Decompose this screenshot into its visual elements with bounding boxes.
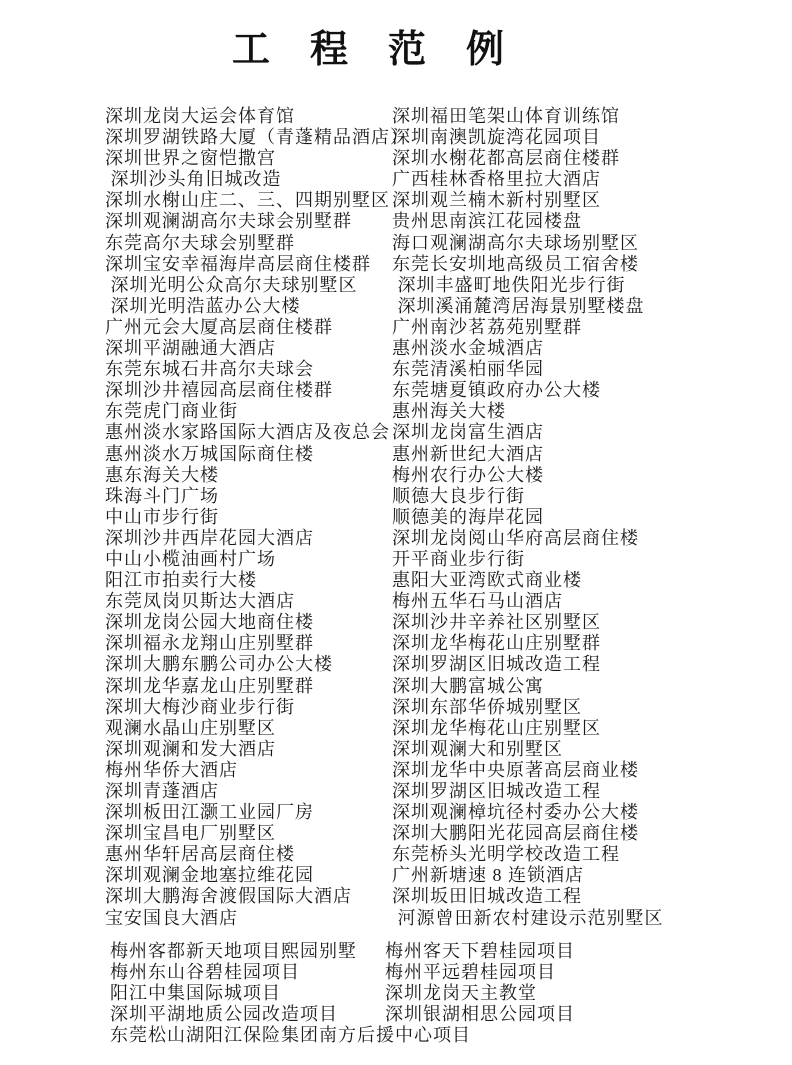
project-name-right: 深圳罗湖区旧城改造工程 bbox=[392, 781, 601, 801]
list-item bbox=[0, 549, 792, 570]
page-title: 工程范例 bbox=[232, 29, 545, 71]
project-name-right: 顺德大良步行街 bbox=[392, 485, 525, 506]
project-name-right: 深圳龙岗天主教堂 bbox=[385, 983, 537, 1004]
project-name-right: 深圳大鹏富城公寓 bbox=[392, 675, 544, 696]
list-item bbox=[0, 739, 792, 760]
project-name-right: 梅州平远碧桂园项目 bbox=[385, 962, 556, 983]
project-name-right: 深圳龙岗富生酒店 bbox=[392, 422, 544, 443]
project-name-right: 深圳龙华梅花山庄别墅区 bbox=[392, 717, 601, 738]
list-item bbox=[0, 338, 792, 359]
list-item bbox=[0, 697, 792, 718]
list-item bbox=[0, 127, 792, 148]
project-name-left: 深圳板田江灏工业园厂房 bbox=[105, 802, 314, 823]
list-item bbox=[0, 908, 792, 929]
list-item bbox=[0, 296, 792, 317]
list-item bbox=[0, 591, 792, 612]
project-name-right: 深圳坂田旧城改造工程 bbox=[392, 886, 582, 907]
project-name-left: 广州元会大厦高层商住楼群 bbox=[105, 316, 333, 337]
project-name-left: 梅州东山谷碧桂园项目 bbox=[110, 962, 300, 983]
project-name-right: 河源曾田新农村建设示范别墅区 bbox=[392, 907, 664, 928]
project-name-right: 惠州淡水金城酒店 bbox=[392, 338, 544, 359]
project-name-left: 深圳沙井禧园高层商住楼群 bbox=[105, 380, 333, 401]
project-name-left: 中山市步行街 bbox=[105, 506, 219, 527]
project-name-right: 深圳龙岗阅山华府高层商住楼 bbox=[392, 527, 639, 548]
project-name-right: 开平商业步行街 bbox=[392, 548, 525, 569]
project-name-right: 惠州海关大楼 bbox=[392, 401, 506, 422]
list-item bbox=[0, 317, 792, 338]
project-name-right: 深圳东部华侨城别墅区 bbox=[392, 696, 582, 717]
project-name-right: 深圳龙华中央原著高层商业楼 bbox=[392, 759, 639, 780]
project-name-left: 深圳光明公众高尔夫球别墅区 bbox=[105, 274, 358, 295]
project-name-right: 梅州客天下碧桂园项目 bbox=[385, 941, 575, 961]
project-name-right: 惠阳大亚湾欧式商业楼 bbox=[392, 570, 582, 591]
project-name-right: 东莞塘夏镇政府办公大楼 bbox=[392, 380, 601, 401]
list-item bbox=[0, 718, 792, 739]
project-name-left: 惠州淡水万城国际商住楼 bbox=[105, 443, 314, 464]
project-name-right: 广州新塘速 8 连锁酒店 bbox=[392, 865, 584, 886]
list-item bbox=[0, 570, 792, 591]
project-name-right: 深圳银湖相思公园项目 bbox=[385, 1004, 575, 1025]
project-name-right: 梅州农行办公大楼 bbox=[392, 464, 544, 485]
list-item bbox=[0, 190, 792, 211]
project-name-left: 梅州华侨大酒店 bbox=[105, 759, 238, 780]
list-item bbox=[0, 528, 792, 549]
project-name-left: 深圳沙井西岸花园大酒店 bbox=[105, 527, 314, 548]
list-item bbox=[0, 983, 792, 1004]
list-item bbox=[0, 844, 792, 865]
project-name-right: 广西桂林香格里拉大酒店 bbox=[392, 169, 601, 190]
list-item bbox=[0, 802, 792, 823]
project-name-right: 深圳水榭花都高层商住楼群 bbox=[392, 148, 620, 169]
project-name-right: 深圳福田笔架山体育训练馆 bbox=[392, 106, 620, 126]
list-item bbox=[0, 233, 792, 254]
list-item bbox=[0, 106, 792, 127]
project-name-left: 深圳宝安幸福海岸高层商住楼群 bbox=[105, 253, 371, 274]
project-name-left: 东莞东城石井高尔夫球会 bbox=[105, 359, 314, 380]
list-item bbox=[0, 380, 792, 401]
project-name-left: 东莞凤岗贝斯达大酒店 bbox=[105, 591, 295, 612]
list-item bbox=[0, 760, 792, 781]
project-name-left: 梅州客都新天地项目熙园别墅 bbox=[110, 941, 357, 961]
list-item bbox=[0, 865, 792, 886]
list-item bbox=[0, 962, 792, 983]
project-name-left: 深圳龙华嘉龙山庄别墅群 bbox=[105, 675, 314, 696]
list-item bbox=[0, 359, 792, 380]
project-name-left: 深圳世界之窗恺撒宫 bbox=[105, 148, 276, 169]
list-item bbox=[0, 1025, 792, 1046]
list-item bbox=[0, 211, 792, 232]
project-name-left: 深圳青蓬酒店 bbox=[105, 781, 219, 801]
list-item bbox=[0, 486, 792, 507]
list-item bbox=[0, 1004, 792, 1025]
project-name-right: 贵州思南滨江花园楼盘 bbox=[392, 211, 582, 232]
project-name-left: 深圳平湖地质公园改造项目 bbox=[110, 1004, 338, 1025]
project-name-right: 东莞清溪柏丽华园 bbox=[392, 359, 544, 380]
project-name-right: 深圳大鹏阳光花园高层商住楼 bbox=[392, 823, 639, 844]
project-name-right: 惠州新世纪大酒店 bbox=[392, 443, 544, 464]
list-item bbox=[0, 823, 792, 844]
project-list-main bbox=[0, 106, 792, 929]
list-item bbox=[0, 465, 792, 486]
project-name-left: 深圳罗湖铁路大厦（青蓬精品酒店） bbox=[105, 127, 409, 148]
project-name-left: 阳江市拍卖行大楼 bbox=[105, 570, 257, 591]
project-list-bottom bbox=[0, 941, 792, 1046]
project-name-left: 深圳观澜湖高尔夫球会别墅群 bbox=[105, 211, 352, 232]
list-item bbox=[0, 633, 792, 654]
project-name-left: 深圳大梅沙商业步行街 bbox=[105, 696, 295, 717]
list-item bbox=[0, 612, 792, 633]
list-item bbox=[0, 781, 792, 802]
project-name-left: 惠州华轩居高层商住楼 bbox=[105, 844, 295, 865]
project-name-left: 深圳观澜金地塞拉维花园 bbox=[105, 865, 314, 886]
project-name-left: 东莞松山湖阳江保险集团南方后援中心项目 bbox=[110, 1025, 471, 1046]
project-name-left: 阳江中集国际城项目 bbox=[110, 983, 281, 1004]
project-name-left: 惠东海关大楼 bbox=[105, 464, 219, 485]
project-name-right: 海口观澜湖高尔夫球场别墅区 bbox=[392, 232, 639, 253]
list-item bbox=[0, 941, 792, 962]
project-name-right: 深圳观兰楠木新村别墅区 bbox=[392, 190, 601, 211]
project-name-left: 惠州淡水家路国际大酒店及夜总会 bbox=[105, 422, 390, 443]
list-item bbox=[0, 422, 792, 443]
project-name-right: 深圳南澳凯旋湾花园项目 bbox=[392, 127, 601, 148]
project-name-left: 深圳大鹏海舍渡假国际大酒店 bbox=[105, 886, 352, 907]
project-name-left: 深圳观澜和发大酒店 bbox=[105, 738, 276, 759]
list-item bbox=[0, 507, 792, 528]
project-name-right: 深圳观澜大和别墅区 bbox=[392, 738, 563, 759]
project-name-left: 深圳水榭山庄二、三、四期别墅区 bbox=[105, 190, 390, 211]
project-name-right: 深圳溪涌麓湾居海景别墅楼盘 bbox=[392, 295, 645, 316]
project-name-right: 深圳龙华梅花山庄别墅群 bbox=[392, 633, 601, 654]
list-item bbox=[0, 676, 792, 697]
project-name-left: 深圳宝昌电厂别墅区 bbox=[105, 823, 276, 844]
project-name-left: 东莞高尔夫球会别墅群 bbox=[105, 232, 295, 253]
list-item bbox=[0, 886, 792, 907]
project-name-right: 深圳丰盛町地佚阳光步行街 bbox=[392, 274, 626, 295]
project-name-left: 深圳平湖融通大酒店 bbox=[105, 338, 276, 359]
project-name-right: 顺德美的海岸花园 bbox=[392, 506, 544, 527]
project-name-right: 梅州五华石马山酒店 bbox=[392, 591, 563, 612]
list-item bbox=[0, 169, 792, 190]
project-name-right: 深圳罗湖区旧城改造工程 bbox=[392, 654, 601, 675]
project-name-left: 深圳大鹏东鹏公司办公大楼 bbox=[105, 654, 333, 675]
project-name-right: 深圳观澜樟坑径村委办公大楼 bbox=[392, 802, 639, 823]
project-name-left: 深圳沙头角旧城改造 bbox=[105, 169, 282, 190]
list-item bbox=[0, 254, 792, 275]
project-name-right: 深圳沙井辛养社区别墅区 bbox=[392, 612, 601, 633]
project-name-right: 东莞长安圳地高级员工宿舍楼 bbox=[392, 253, 639, 274]
list-item bbox=[0, 444, 792, 465]
project-name-left: 宝安国良大酒店 bbox=[105, 907, 238, 928]
project-name-left: 深圳福永龙翔山庄别墅群 bbox=[105, 633, 314, 654]
list-item bbox=[0, 654, 792, 675]
project-name-right: 东莞桥头光明学校改造工程 bbox=[392, 844, 620, 865]
project-name-left: 深圳龙岗大运会体育馆 bbox=[105, 106, 295, 126]
list-item bbox=[0, 401, 792, 422]
project-name-left: 深圳龙岗公园大地商住楼 bbox=[105, 612, 314, 633]
project-name-left: 深圳光明浩蓝办公大楼 bbox=[105, 295, 301, 316]
project-name-left: 东莞虎门商业街 bbox=[105, 401, 238, 422]
project-name-right: 广州南沙茗荔苑别墅群 bbox=[392, 316, 582, 337]
project-name-left: 观澜水晶山庄别墅区 bbox=[105, 717, 276, 738]
list-item bbox=[0, 148, 792, 169]
project-name-left: 珠海斗门广场 bbox=[105, 485, 219, 506]
project-name-left: 中山小榄油画村广场 bbox=[105, 548, 276, 569]
list-item bbox=[0, 275, 792, 296]
